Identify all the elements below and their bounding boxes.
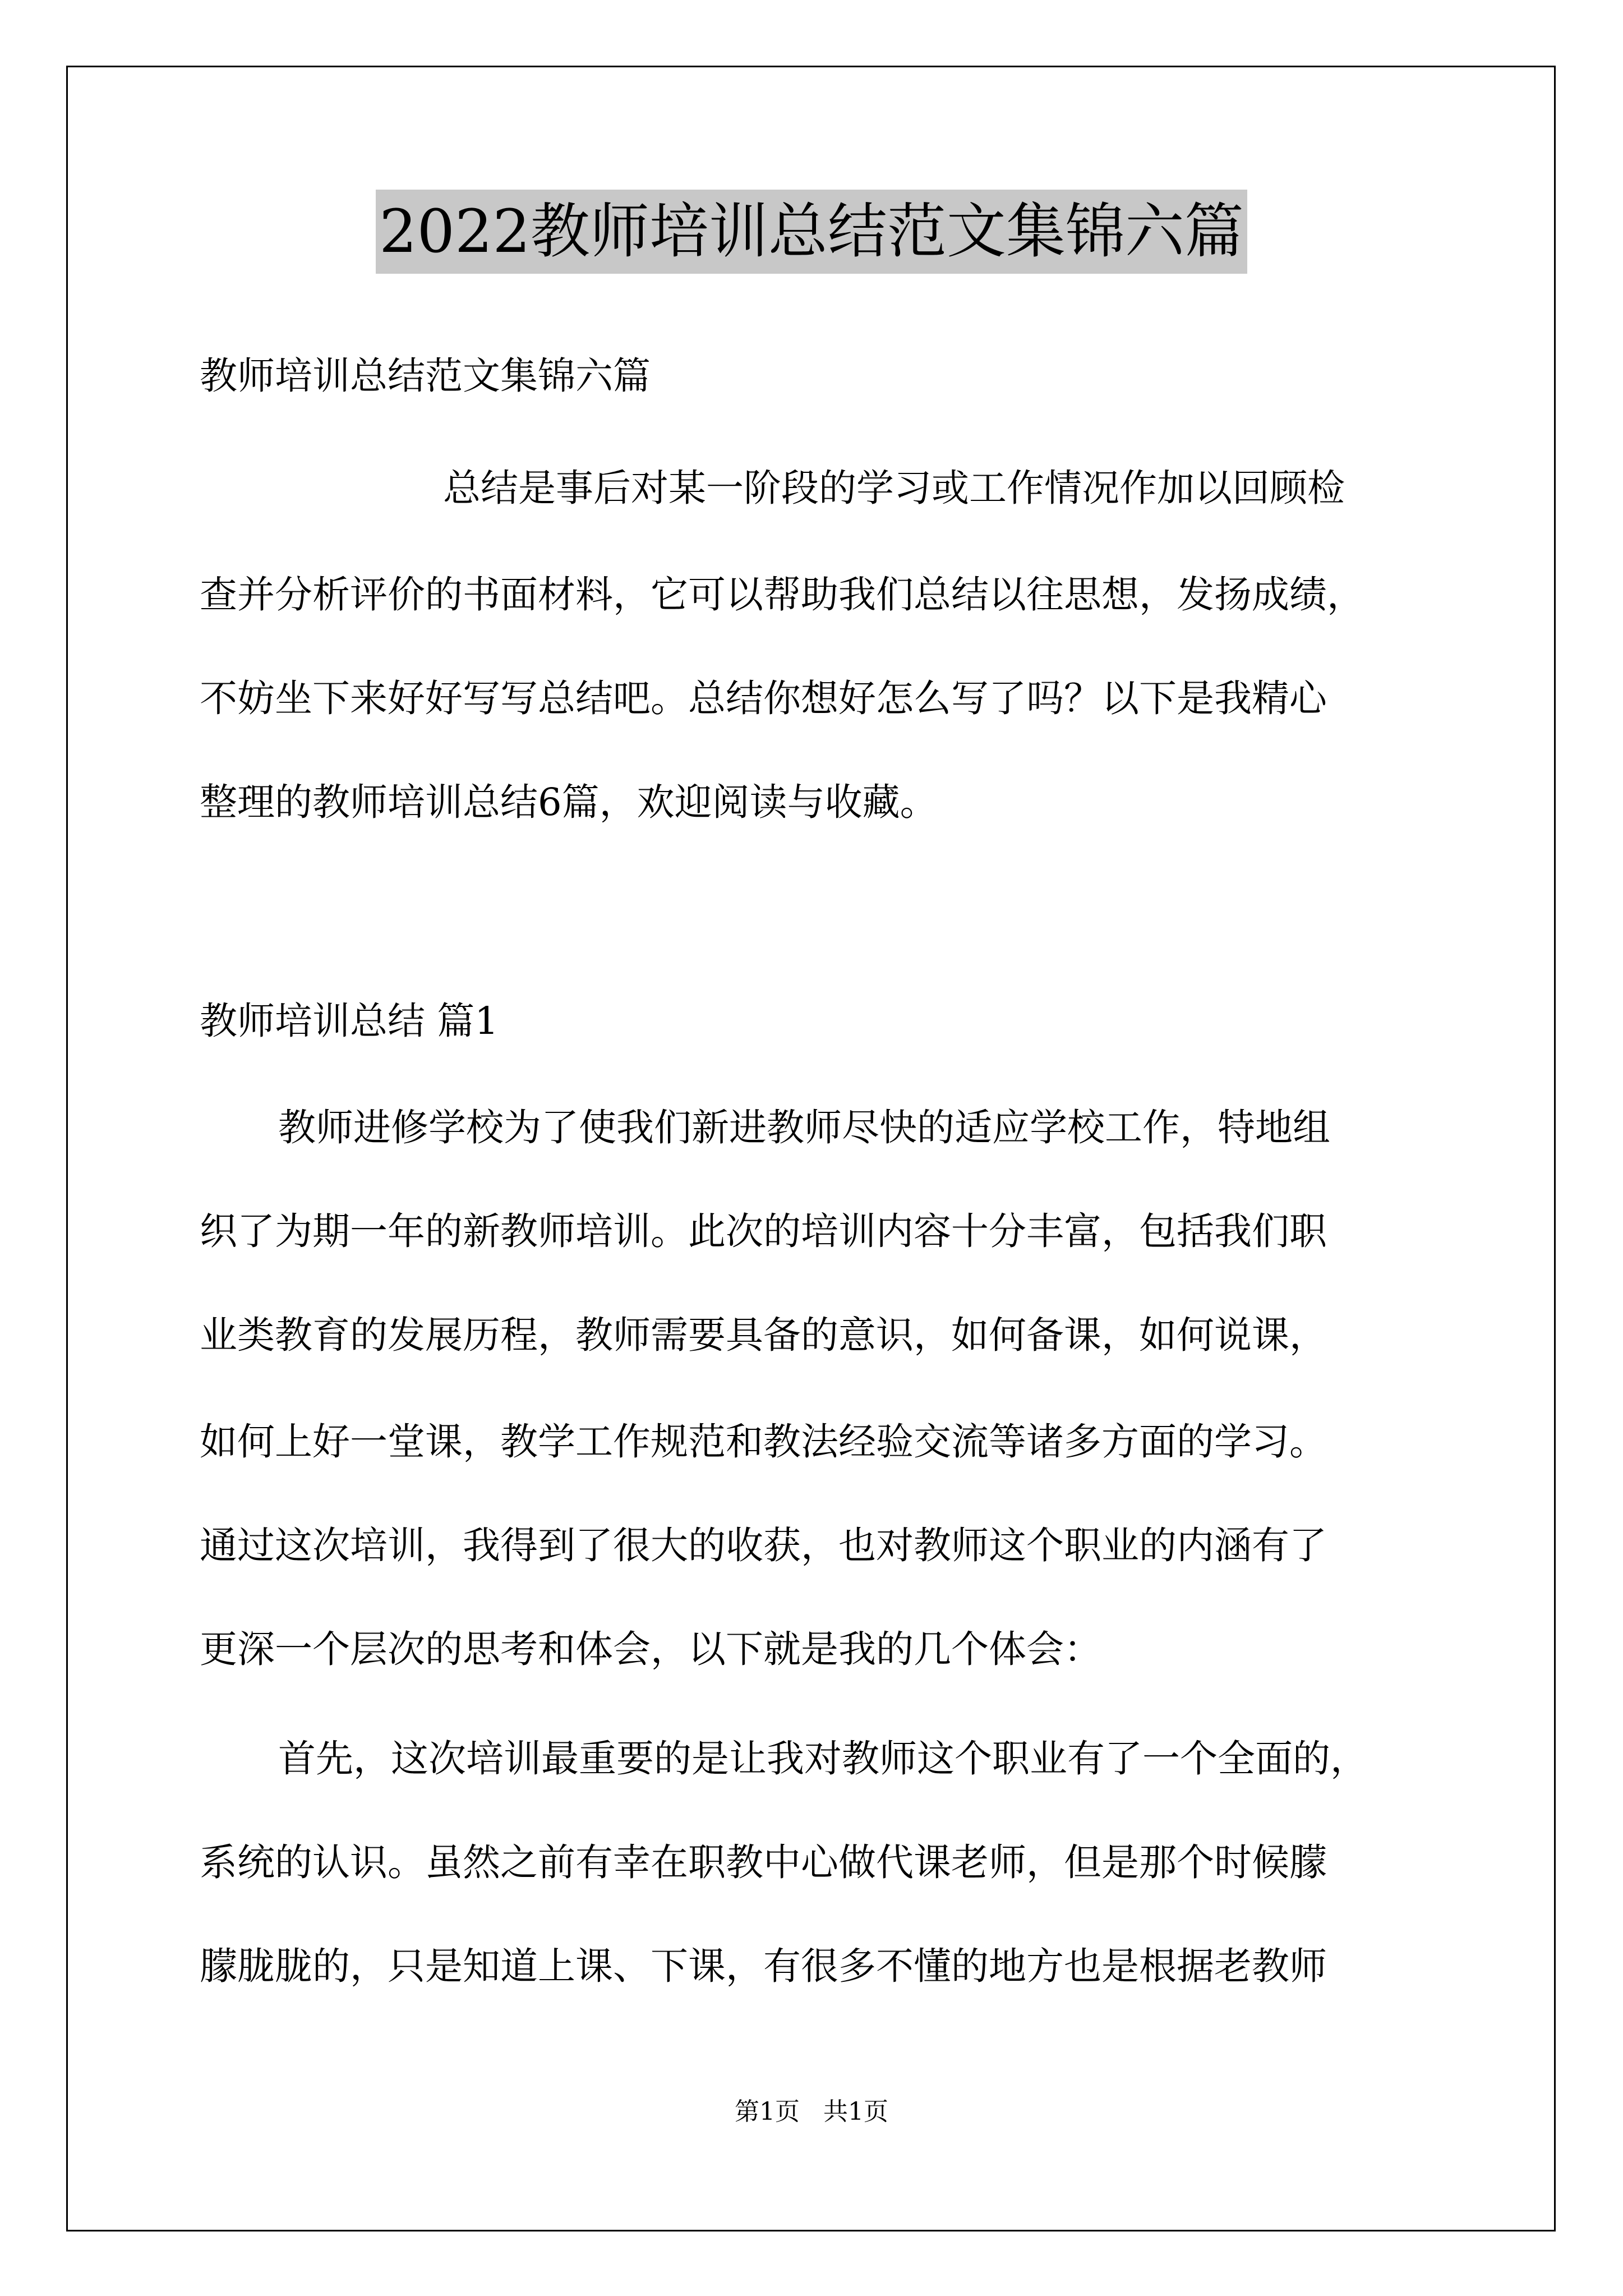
paragraph1-line-3: 业类教育的发展历程，教师需要具备的意识，如何备课，如何说课， — [200, 1313, 1327, 1357]
intro-line-4: 整理的教师培训总结6篇，欢迎阅读与收藏。 — [200, 780, 938, 824]
paragraph1-line-5: 通过这次培训，我得到了很大的收获，也对教师这个职业的内涵有了 — [200, 1524, 1327, 1567]
paragraph1-line-4: 如何上好一堂课，教学工作规范和教法经验交流等诸多方面的学习。 — [200, 1420, 1327, 1464]
page-number-footer: 第1页 共1页 — [735, 2097, 888, 2126]
subtitle: 教师培训总结范文集锦六篇 — [200, 354, 651, 398]
paragraph2-line-1: 首先，这次培训最重要的是让我对教师这个职业有了一个全面的， — [278, 1737, 1368, 1780]
document-title: 2022教师培训总结范文集锦六篇 — [376, 190, 1247, 274]
section-heading: 教师培训总结 篇1 — [200, 999, 499, 1043]
paragraph2-line-2: 系统的认识。虽然之前有幸在职教中心做代课老师，但是那个时候朦 — [200, 1841, 1327, 1884]
title-container — [0, 190, 1623, 274]
intro-line-1: 总结是事后对某一阶段的学习或工作情况作加以回顾检 — [443, 466, 1345, 510]
intro-line-2: 查并分析评价的书面材料，它可以帮助我们总结以往思想，发扬成绩， — [200, 573, 1364, 616]
paragraph1-line-6: 更深一个层次的思考和体会，以下就是我的几个体会： — [200, 1627, 1101, 1671]
intro-line-3: 不妨坐下来好好写写总结吧。总结你想好怎么写了吗？以下是我精心 — [200, 677, 1327, 720]
paragraph1-line-2: 织了为期一年的新教师培训。此次的培训内容十分丰富，包括我们职 — [200, 1209, 1327, 1253]
paragraph2-line-3: 朦胧胧的，只是知道上课、下课，有很多不懂的地方也是根据老教师 — [200, 1944, 1327, 1988]
paragraph1-line-1: 教师进修学校为了使我们新进教师尽快的适应学校工作，特地组 — [278, 1106, 1330, 1149]
